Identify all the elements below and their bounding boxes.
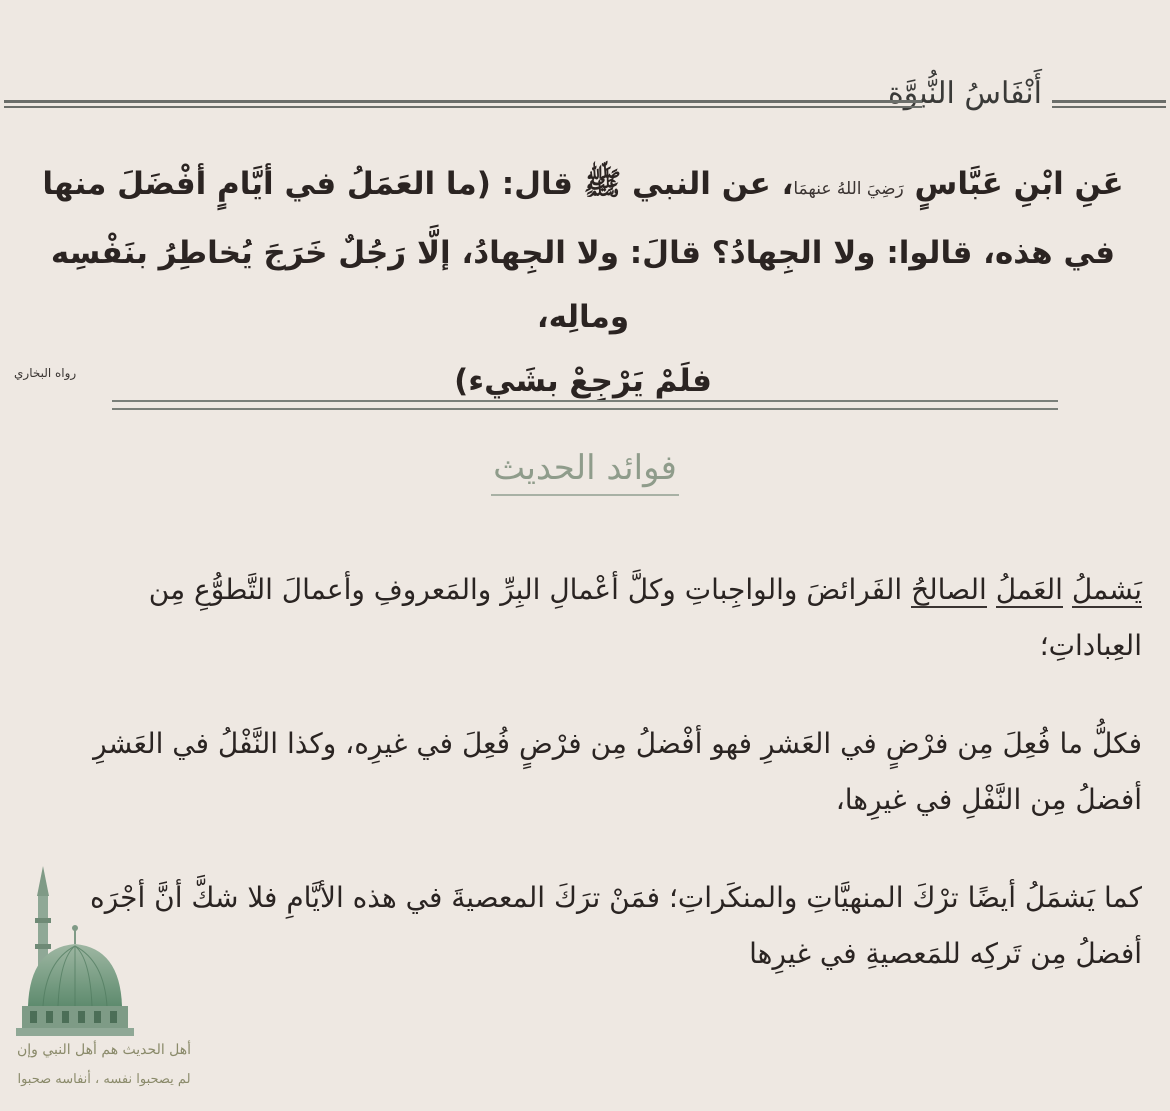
benefit-paragraph-1	[72, 562, 1142, 674]
hadith-source: رواه البخاري	[14, 366, 77, 380]
underlined-word-2: العَملُ	[995, 573, 1063, 606]
narrator: عَنِ ابْنِ عَبَّاسٍ	[914, 166, 1124, 202]
narrator-honorific: رَضِيَ اللهُ عنهمَا	[793, 179, 904, 199]
hadith-line-1	[8, 152, 1158, 221]
hadith-line-1-rest: ، عن النبي ﷺ قال: (ما العَمَلُ في أيَّامٍ أفْضَلَ منها	[42, 166, 794, 202]
hadith-line-2: في هذه، قالوا: ولا الجِهادُ؟ قالَ: ولا الجِهادُ، إلَّا رَجُلٌ خَرَجَ يُخاطِرُ بنَفْسِه ومالِه،	[50, 235, 1116, 335]
logo-caption-line-2: لم يصحبوا نفسه ، أنفاسه صحبوا	[17, 1072, 191, 1087]
benefits-title: فوائد الحديث	[491, 448, 679, 496]
header-rule-left	[4, 100, 922, 108]
benefit-paragraph-1-rest: الفَرائضَ والواجِباتِ وكلَّ أعْمالِ البِرِّ والمَعروفِ وأعمالَ التَّطوُّعِ مِن العِباداتِ؛	[148, 573, 1142, 662]
green-dome-logo	[8, 866, 138, 1046]
underlined-word-1: يَشملُ	[1071, 573, 1142, 606]
hadith-line-3: فلَمْ يَرْجِعْ بشَيء)	[454, 363, 712, 399]
benefit-paragraph-3: كما يَشمَلُ أيضًا ترْكَ المنهيَّاتِ والمنكَراتِ؛ فمَنْ ترَكَ المعصيةَ في هذه الأيَّامِ فلا شكَّ أنَّ أجْرَه أفضلُ مِن تَركِه للمَعصيةِ في غيرِها	[90, 881, 1142, 970]
underlined-word-3: الصالحُ	[911, 573, 987, 606]
hadith-text	[8, 152, 1158, 413]
section-divider	[112, 400, 1058, 410]
benefit-paragraph-2: فكلُّ ما فُعِلَ مِن فرْضٍ في العَشرِ فهو أفْضلُ مِن فرْضٍ فُعِلَ في غيرِه، وكذا النَّفْلُ في العَشرِ أفضلُ مِن النَّفْلِ في غيرِها،	[93, 727, 1142, 816]
header-title: أَنْفَاسُ النُّبوَّة	[888, 76, 1042, 111]
logo-caption-line-1: أهل الحديث هم أهل النبي وإن	[16, 1042, 192, 1058]
benefits-title-wrap	[0, 448, 1170, 496]
header-rule-right	[1052, 100, 1166, 108]
